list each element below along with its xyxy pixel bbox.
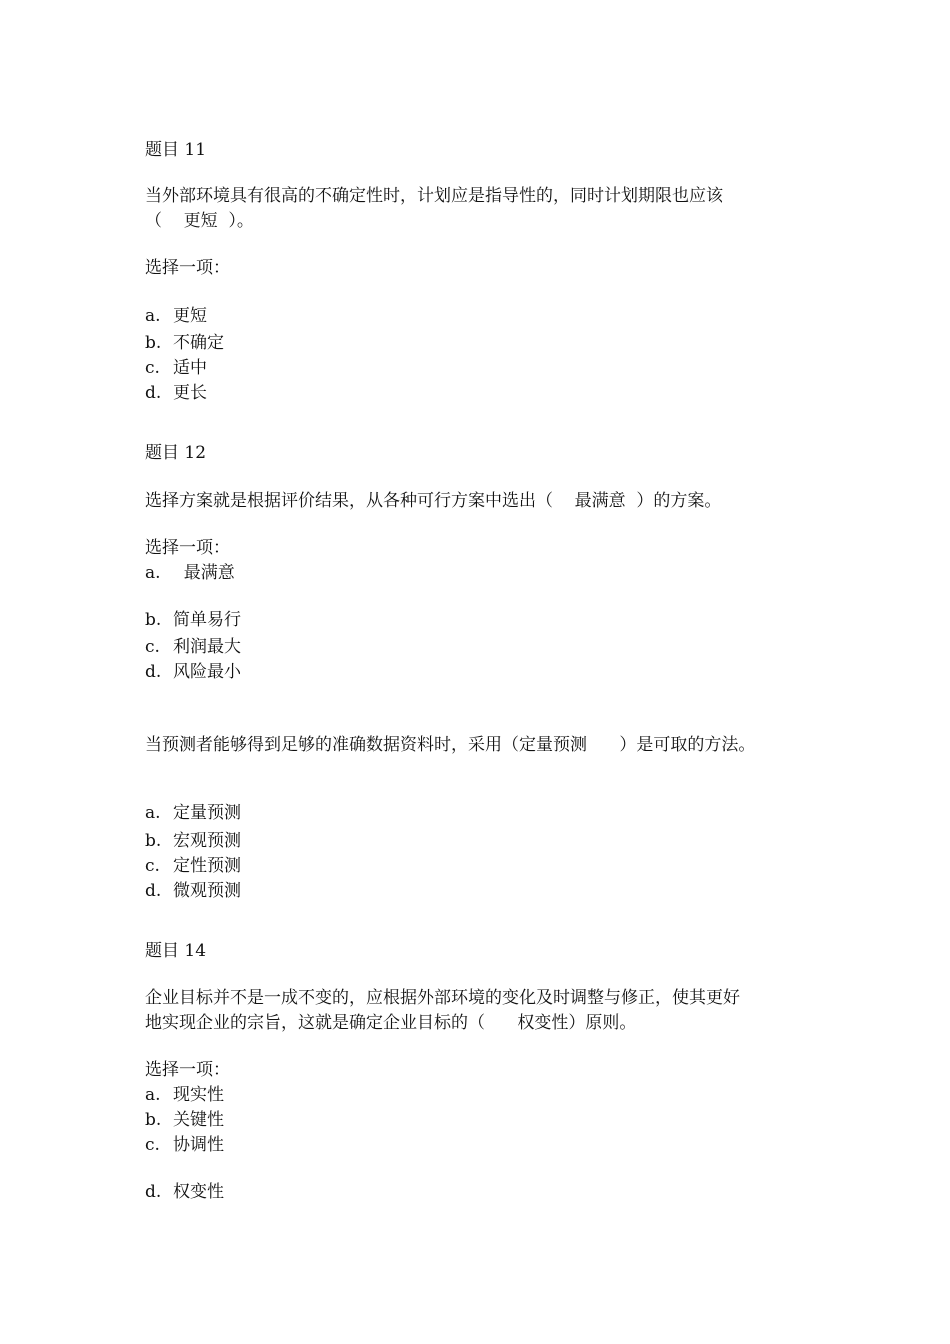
choose-one-prompt: 选择一项： — [145, 1060, 230, 1080]
option-c — [145, 357, 207, 379]
option-letter: c. — [145, 856, 160, 876]
option-a — [145, 562, 235, 584]
option-text: 权变性 — [173, 1182, 224, 1202]
question-stem-line: 当外部环境具有很高的不确定性时，计划应是指导性的，同时计划期限也应该 — [145, 186, 723, 206]
question-stem-line: 当预测者能够得到足够的准确数据资料时，采用（定量预测 ）是可取的方法。 — [145, 735, 756, 755]
question-stem-line: （ 更短 ）。 — [145, 211, 254, 231]
option-b — [145, 609, 241, 631]
option-letter: a. — [145, 803, 161, 823]
option-text: 更短 — [173, 306, 207, 326]
option-c — [145, 636, 241, 658]
option-letter: c. — [145, 637, 160, 657]
option-text: 适中 — [173, 358, 207, 378]
option-letter: b. — [145, 333, 162, 353]
option-d — [145, 880, 241, 902]
option-letter: b. — [145, 1110, 162, 1130]
question-stem-line: 选择方案就是根据评价结果，从各种可行方案中选出（ 最满意 ）的方案。 — [145, 491, 722, 511]
option-a — [145, 1084, 224, 1106]
option-b — [145, 332, 224, 354]
option-d — [145, 382, 207, 404]
option-d — [145, 1181, 224, 1203]
option-d — [145, 661, 241, 683]
option-c — [145, 1134, 224, 1156]
option-text: 协调性 — [173, 1135, 224, 1155]
option-a — [145, 305, 207, 327]
option-text: 微观预测 — [173, 881, 241, 901]
option-text: 定量预测 — [173, 803, 241, 823]
choose-one-prompt: 选择一项： — [145, 258, 230, 278]
option-b — [145, 1109, 224, 1131]
option-text: 不确定 — [173, 333, 224, 353]
option-letter: d. — [145, 881, 162, 901]
option-text: 最满意 — [173, 563, 235, 583]
option-letter: d. — [145, 1182, 162, 1202]
option-c — [145, 855, 241, 877]
option-letter: d. — [145, 383, 162, 403]
question-stem-line: 企业目标并不是一成不变的，应根据外部环境的变化及时调整与修正，使其更好 — [145, 988, 740, 1008]
option-letter: d. — [145, 662, 162, 682]
question-title: 题目 11 — [145, 140, 207, 160]
option-letter: a. — [145, 306, 161, 326]
question-title: 题目 12 — [145, 443, 207, 463]
option-letter: b. — [145, 831, 162, 851]
option-text: 简单易行 — [173, 610, 241, 630]
option-letter: c. — [145, 1135, 160, 1155]
option-text: 风险最小 — [173, 662, 241, 682]
option-text: 定性预测 — [173, 856, 241, 876]
option-b — [145, 830, 241, 852]
choose-one-prompt: 选择一项： — [145, 538, 230, 558]
option-text: 关键性 — [173, 1110, 224, 1130]
option-text: 现实性 — [173, 1085, 224, 1105]
question-stem-line: 地实现企业的宗旨，这就是确定企业目标的（ 权变性）原则。 — [145, 1013, 637, 1033]
option-text: 宏观预测 — [173, 831, 241, 851]
option-letter: a. — [145, 563, 161, 583]
option-letter: b. — [145, 610, 162, 630]
option-text: 利润最大 — [173, 637, 241, 657]
option-letter: a. — [145, 1085, 161, 1105]
option-a — [145, 802, 241, 824]
question-title: 题目 14 — [145, 941, 207, 961]
option-text: 更长 — [173, 383, 207, 403]
option-letter: c. — [145, 358, 160, 378]
